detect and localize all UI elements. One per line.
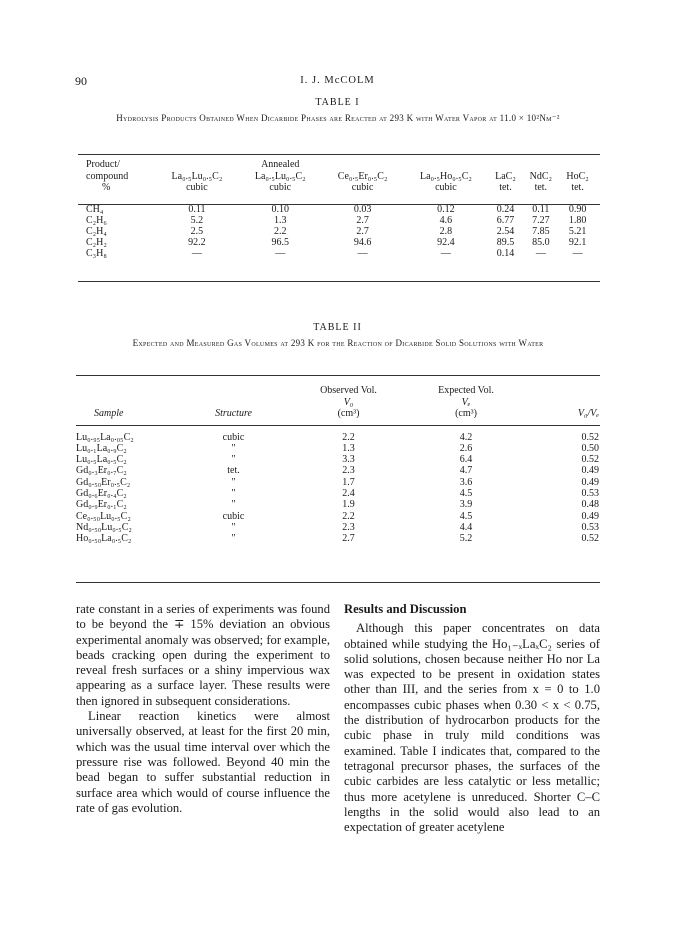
table2-cell: 3.9 (459, 499, 473, 511)
table1-cell: 2.7 (356, 214, 369, 226)
table1-label: TABLE I (315, 97, 360, 108)
table1-header-row (86, 159, 596, 171)
table2-label: TABLE II (313, 322, 362, 333)
table2-header-cell (76, 385, 176, 397)
page-number: 90 (75, 74, 87, 88)
table2-cell: Gd₀.₅₀Er₀.₅C₂ (76, 476, 131, 488)
left-column-text (76, 602, 330, 816)
table2-cell: 6.4 (459, 454, 473, 466)
table1-header-cell: cubic (351, 182, 374, 193)
table-row (76, 477, 599, 488)
table1-cell: — (572, 248, 583, 260)
table1-cell: 0.11 (188, 203, 206, 215)
table1-bottom-rule (78, 281, 600, 282)
table2-header-cell: Observed Vol. (320, 385, 377, 396)
table2-cell: 3.3 (342, 454, 355, 466)
table2-cell: 0.49 (581, 465, 599, 477)
running-head-author: I. J. McCOLM (300, 75, 375, 86)
table2-cell: 4.5 (459, 487, 473, 499)
table1-header-cell: tet. (534, 182, 548, 193)
table1-header-cell: NdC₂ (529, 170, 553, 182)
table1-cell: 5.21 (568, 225, 587, 237)
table1-header-cell: cubic (186, 182, 208, 193)
table1-header-cell: cubic (269, 182, 292, 193)
table2-header-cell: (cm³) (337, 408, 360, 419)
table2-header-cell (176, 397, 291, 409)
table2-cell: 0.50 (581, 442, 599, 454)
table2-cell: Nd₀.₅₀Lu₀.₅C₂ (76, 521, 132, 533)
table2-cell: tet. (227, 465, 240, 477)
table1-cell: 4.6 (439, 214, 453, 226)
table1-cell: 89.5 (496, 237, 515, 249)
table1-caption: Hydrolysis Products Obtained When Dicarbide Phases are Reacted at 293 K with Water Vapor at 11.0 × 10²Nm⁻² (116, 113, 560, 123)
table1-header-cell (155, 159, 238, 171)
table2-cell: 0.53 (581, 521, 599, 533)
table2-cell: " (231, 487, 236, 499)
table2-header-cell: Sample (94, 408, 124, 419)
table1-cell: — (535, 248, 546, 260)
table2-bottom-rule (76, 582, 600, 583)
table1-cell: 7.85 (532, 225, 550, 237)
table2-cell: Ho₀.₅₀La₀.₅C₂ (76, 533, 132, 545)
table2-header-cell: Structure (215, 408, 252, 419)
table1-cell: C₃H₈ (86, 248, 107, 260)
table-row (76, 488, 599, 499)
table1-cell: 2.54 (496, 225, 515, 237)
table1-header-cell (488, 159, 522, 171)
table2-cell: 4.2 (459, 431, 473, 443)
table1-cell: 92.1 (568, 237, 587, 249)
table1-top-rule (78, 154, 600, 155)
table1-cell: CH₄ (86, 203, 104, 215)
table2-cell: " (231, 533, 236, 545)
table2-cell: " (231, 454, 236, 466)
table2-header-cell: V₀ (343, 396, 354, 408)
table1-cell: C₂H₂ (86, 237, 107, 249)
table2-cell: 2.2 (342, 431, 355, 443)
table1-cell: 0.03 (353, 203, 372, 215)
table1-cell: — (440, 248, 451, 260)
table1-cell: 2.5 (190, 225, 204, 237)
table1-header-cell (559, 159, 596, 171)
table1-cell: 1.3 (273, 214, 287, 226)
table1-header-cell: Ce₀.₅Er₀.₅C₂ (337, 170, 388, 182)
table2-cell: 1.9 (342, 499, 355, 511)
table2-header-cell (526, 385, 599, 397)
table-row (76, 533, 599, 544)
table-row (76, 432, 599, 443)
table2-header-row (76, 408, 599, 420)
table-row (86, 215, 596, 226)
table2-cell: 0.49 (581, 476, 599, 488)
table1-header-cell: La₀.₅Ho₀.₅C₂ (419, 170, 472, 182)
table1-cell: C₂H₄ (86, 225, 107, 237)
table2-cell: 0.53 (581, 487, 599, 499)
table-row (86, 226, 596, 237)
table-row (76, 454, 599, 465)
table-row (76, 511, 599, 522)
table1-header-cell: LaC₂ (495, 170, 516, 182)
right-column-text (344, 602, 600, 835)
table-row (76, 465, 599, 476)
table2-header-row (76, 397, 599, 409)
table2-cell: Ce₀.₅₀Lu₀.₅C₂ (76, 510, 131, 522)
table2-cell: " (231, 476, 236, 488)
table2-cell: 4.7 (459, 465, 473, 477)
table2-cell: 2.3 (342, 521, 355, 533)
table1-header-cell: Annealed (261, 159, 300, 170)
table2-cell: 0.52 (581, 431, 599, 443)
table2-cell: 0.52 (581, 533, 599, 545)
table1-cell: 1.80 (568, 214, 587, 226)
table2-header-cell (526, 397, 599, 409)
table1-cell: 2.7 (356, 225, 369, 237)
table1-header-cell: cubic (435, 182, 457, 193)
table2-cell: 5.2 (459, 533, 473, 545)
table1-cell: 96.5 (271, 237, 289, 249)
table2-header-cell: V₀/Vₑ (577, 408, 599, 419)
table1-cell: 5.2 (190, 214, 204, 226)
table1-header-row (86, 182, 596, 194)
table1-cell: — (275, 248, 286, 260)
table2-cell: 2.4 (342, 487, 355, 499)
table2-cell: 1.7 (342, 476, 355, 488)
table2-cell: cubic (222, 510, 245, 522)
table-row (76, 499, 599, 510)
table2-cell: 2.3 (342, 465, 355, 477)
table-row (76, 443, 599, 454)
table2-cell: Lu₀.₁La₀.₉C₂ (76, 442, 127, 454)
table1-header-cell: tet. (499, 182, 512, 193)
table1-cell: 0.24 (496, 203, 515, 215)
section-heading: Results and Discussion (344, 602, 467, 616)
table2-cell: 0.49 (581, 510, 599, 522)
table1-cell: C₂H₆ (86, 214, 107, 226)
table2-cell: " (231, 521, 236, 533)
table2-header-cell: Expected Vol. (438, 385, 494, 396)
table2-cell: cubic (222, 431, 245, 443)
table1-header-cell: Product/ (86, 159, 120, 170)
table1-cell: 2.2 (273, 225, 287, 237)
table2-cell: 1.3 (342, 442, 355, 454)
table2-cell: " (231, 442, 236, 454)
table1-header-row (86, 171, 596, 183)
right-paragraph: Although this paper concentrates on data obtained while studying the Ho₁₋ₓLaₓC₂ series of solid solutions, chosen because neither Ho nor La was expected to be present in oxidation states other than III, and the series from x = 0 to 1.0 encompasses cubic phases when 0.30 < x < 0.75, the distribution of hydrocarbon products for the cubic phase in truly mild conditions was examined. Table I indicates that, compared to the tetragonal precursor phases, the surfaces of the cubic carbides are less catalytic or less metallic; thus more acetylene is unreduced. Shorter C–C lengths in the solid would also lead to an expectation of greater acetylene (344, 621, 600, 835)
table2-cell: 3.6 (459, 476, 473, 488)
table1-header-cell (522, 159, 559, 171)
table-row (76, 522, 599, 533)
table1-cell: — (191, 248, 202, 260)
table2-cell: 4.4 (459, 521, 473, 533)
table2-cell: Gd₀.₉Er₀.₁C₂ (76, 499, 127, 511)
table2-header-cell: Vₑ (461, 396, 471, 408)
table2-header-rule (76, 425, 600, 426)
table1-cell: 85.0 (532, 237, 550, 249)
table1-header-cell: tet. (571, 182, 584, 193)
table1-header-cell (403, 159, 488, 171)
table1-header-cell: % (102, 182, 111, 193)
table2-cell: 0.52 (581, 454, 599, 466)
table1-cell: 0.12 (437, 203, 455, 215)
table2-cell: Gd₀.₃Er₀.₇C₂ (76, 465, 127, 477)
table2-cell: 4.5 (459, 510, 473, 522)
table2-cell: " (231, 499, 236, 511)
table1-cell: 0.10 (271, 203, 289, 215)
table2 (76, 385, 599, 544)
table1 (86, 159, 596, 260)
table2-cell: Gd₀.₆Er₀.₄C₂ (76, 487, 127, 499)
table-row (86, 237, 596, 248)
table2-cell: Lu₀.₅La₀.₅C₂ (76, 454, 127, 466)
left-paragraph-1: rate constant in a series of experiments was found to be beyond the ∓ 15% deviation an obvious experimental anomaly was observed; for example, beads cracking open during the experiment to reveal fresh surfaces or a shiny impervious wax appearing as a surface layer. These results were then ignored in subsequent considerations. (76, 602, 330, 708)
table-row (86, 204, 596, 215)
table2-cell: Lu₀.₉₅La₀.₀₅C₂ (76, 431, 134, 443)
table2-header-row (76, 385, 599, 397)
table1-header-rule (78, 204, 600, 205)
table1-cell: 92.2 (188, 237, 206, 249)
table1-cell: 2.8 (439, 225, 453, 237)
table1-header-cell: La₀.₅Lu₀.₅C₂ (171, 170, 223, 182)
table1-cell: 0.90 (568, 203, 587, 215)
table2-cell: 2.7 (342, 533, 355, 545)
table2-header-cell: (cm³) (455, 408, 477, 419)
table1-cell: 92.4 (437, 237, 455, 249)
table2-cell: 0.48 (581, 499, 599, 511)
table1-header-cell: La₀.₅Lu₀.₅C₂ (254, 170, 306, 182)
table1-header-cell: HoC₂ (566, 170, 589, 182)
table1-cell: 0.11 (532, 203, 550, 215)
table1-cell: — (357, 248, 368, 260)
left-paragraph-2: Linear reaction kinetics were almost universally observed, at least for the first 20 min, which was the usual time interval over which the pressure rise was followed. Beyond 40 min the bead began to suffer substantial reduction in surface area which would of course influence the rate of gas evolution. (76, 709, 330, 815)
table1-cell: 6.77 (496, 214, 515, 226)
table2-header-cell (76, 397, 176, 409)
table2-caption: Expected and Measured Gas Volumes at 293 K for the Reaction of Dicarbide Solid Solutions with Water (132, 338, 544, 348)
table-row (86, 248, 596, 259)
table1-header-cell (322, 159, 403, 171)
table2-cell: 2.2 (342, 510, 355, 522)
table1-cell: 7.27 (532, 214, 550, 226)
table1-cell: 94.6 (353, 237, 372, 249)
table2-top-rule (76, 375, 600, 376)
table2-header-cell (176, 385, 291, 397)
table1-header-cell: compound (86, 170, 129, 182)
table1-spacer (86, 194, 596, 204)
table2-cell: 2.6 (459, 442, 473, 454)
table1-cell: 0.14 (496, 248, 515, 260)
